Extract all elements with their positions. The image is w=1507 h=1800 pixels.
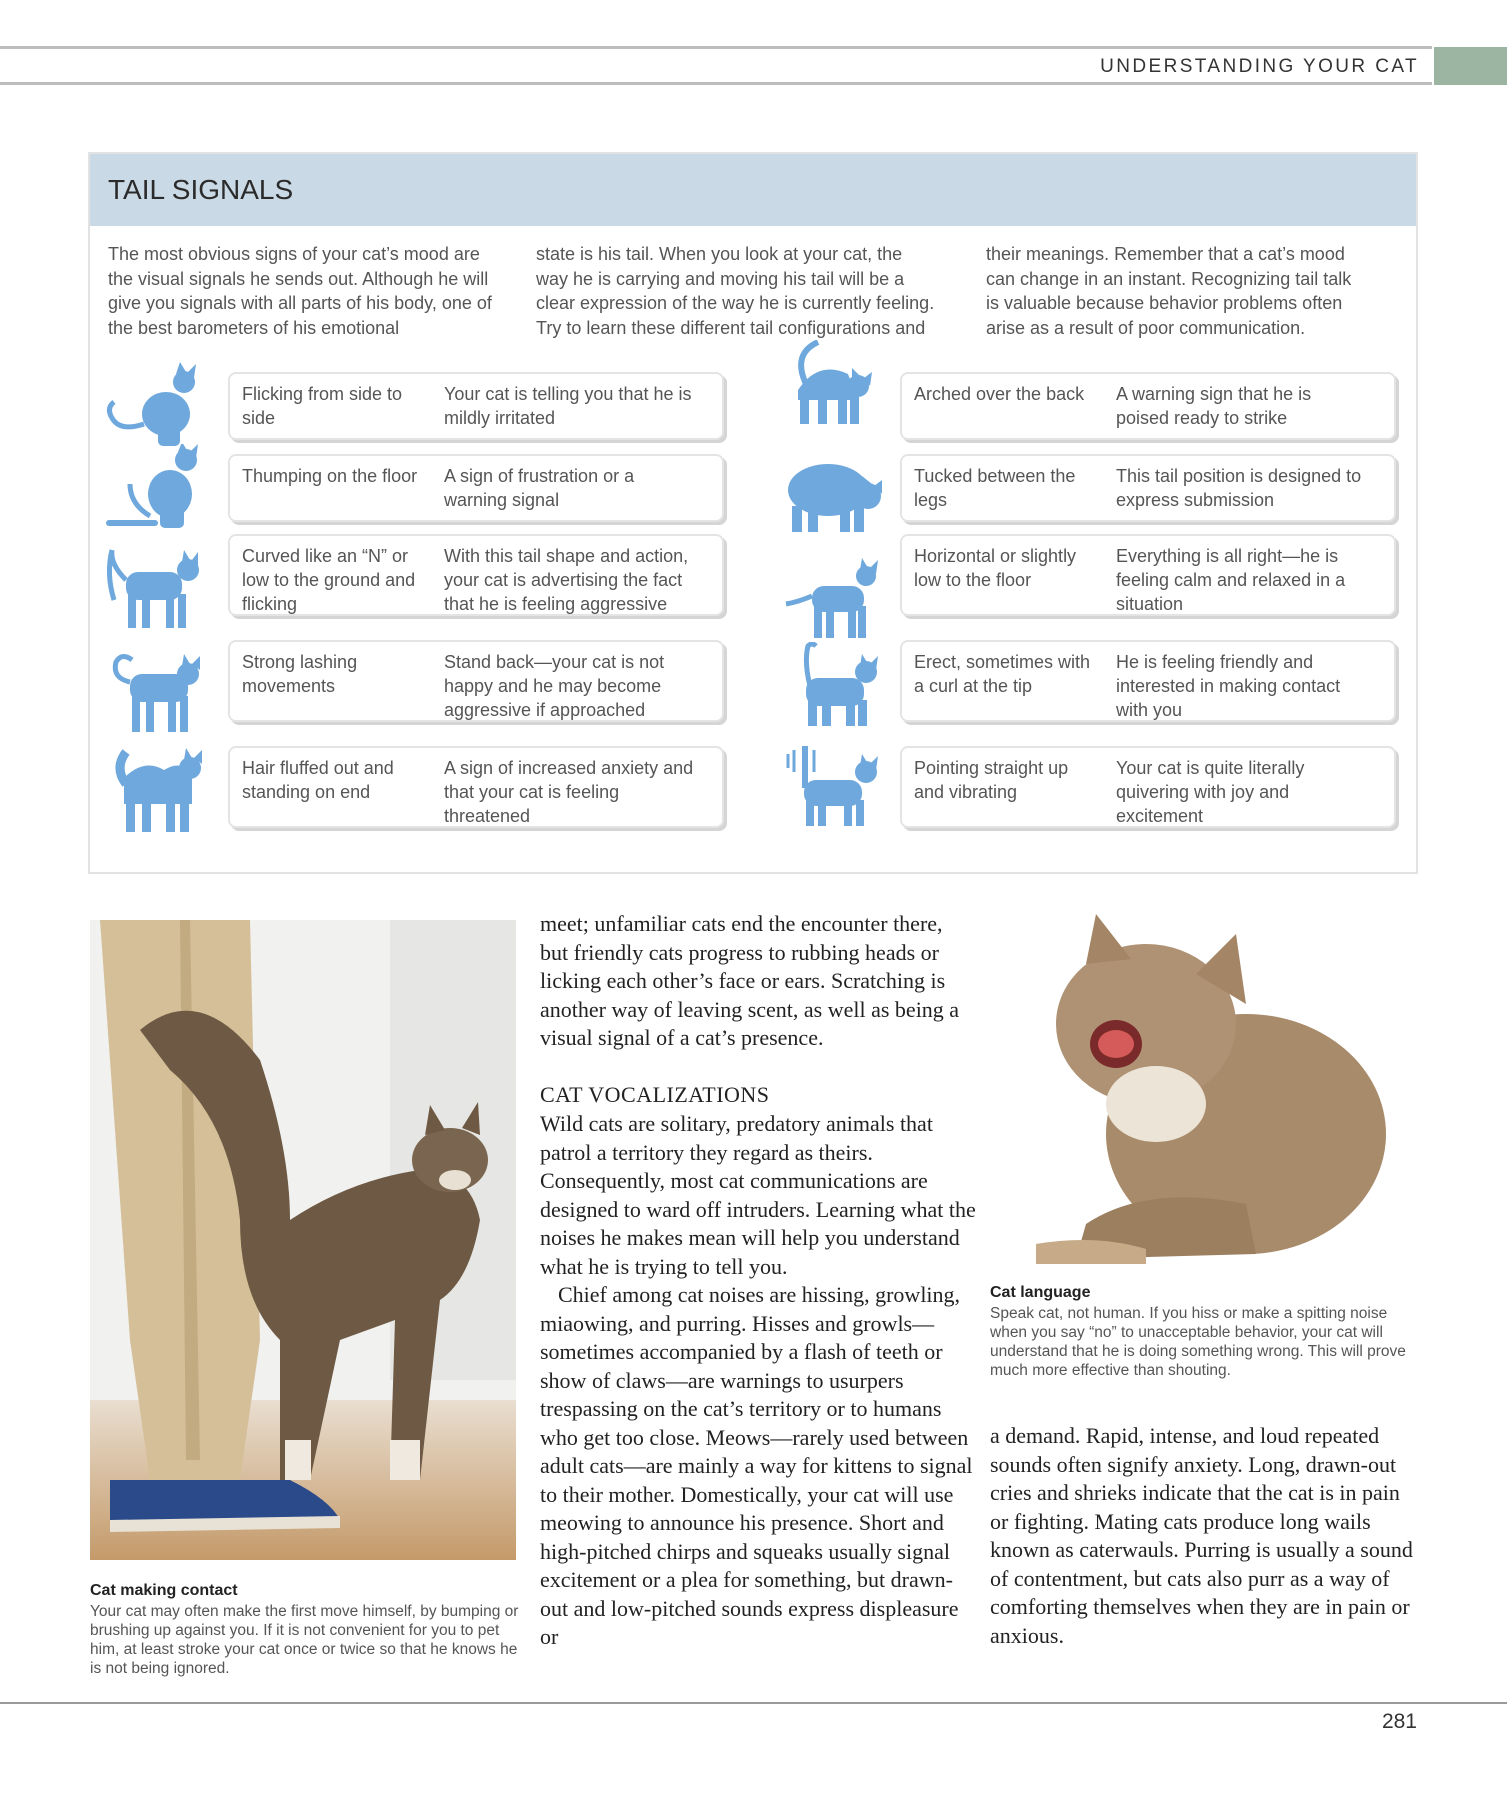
article-col-2: a demand. Rapid, intense, and loud repeated sounds often signify anxiety. Long, drawn-out cries and shrieks indicate that the cat is in pain or fighting. Mating cats produce long wails known as caterwauls. Purring is usually a sound of contentment, but cats also purr as a way of comforting themselves when they are in pain or anxious.	[990, 1423, 1413, 1648]
top-rule	[0, 46, 1432, 49]
cat-flicking-tail-icon	[100, 362, 210, 448]
cat-vibrating-tail-icon	[780, 742, 890, 828]
signal-label: Hair fluffed out and standing on end	[242, 758, 394, 802]
tail-signal-row	[228, 454, 724, 522]
signal-label: Strong lashing movements	[242, 652, 358, 696]
signal-label: Pointing straight up and vibrating	[914, 758, 1069, 802]
section-tab	[1434, 47, 1507, 85]
signal-label: Flicking from side to side	[242, 384, 403, 428]
header-rule	[0, 82, 1432, 85]
caption-title: Cat making contact	[90, 1582, 238, 1599]
cat-lashing-tail-icon	[104, 648, 214, 734]
tail-signal-row	[900, 372, 1396, 440]
signal-meaning: Your cat is telling you that he is mildly irritated	[444, 384, 692, 428]
caption-text: Your cat may often make the first move himself, by bumping or brushing up against you. If it is not convenient for you to pet him, at least stroke your cat once or twice so that he knows he is not being ignored.	[90, 1603, 519, 1677]
signal-meaning: A sign of increased anxiety and that your cat is feeling threatened	[444, 758, 694, 826]
tail-signal-row	[900, 746, 1396, 828]
signal-meaning: This tail position is designed to express submission	[1116, 466, 1362, 510]
page-number: 281	[1381, 1710, 1417, 1733]
cat-thumping-tail-icon	[100, 444, 210, 530]
intro-col-3: their meanings. Remember that a cat’s mood can change in an instant. Recognizing tail talk is valuable because behavior problems often arise as a result of poor communication.	[986, 244, 1352, 338]
signal-meaning: A warning sign that he is poised ready to strike	[1116, 384, 1312, 428]
cat-erect-tail-icon	[784, 642, 894, 728]
tail-signal-row	[900, 454, 1396, 522]
signal-label: Erect, sometimes with a curl at the tip	[914, 652, 1091, 696]
footer-rule	[0, 1702, 1507, 1704]
signal-label: Tucked between the legs	[914, 466, 1076, 510]
cat-arched-tail-icon	[778, 340, 888, 426]
signal-meaning: With this tail shape and action, your cat is advertising the fact that he is feeling aggressive	[444, 546, 689, 614]
signal-meaning: A sign of frustration or a warning signal	[444, 466, 635, 510]
tail-signal-row	[228, 640, 724, 722]
signal-meaning: Everything is all right—he is feeling calm and relaxed in a situation	[1116, 546, 1346, 614]
cat-tucked-tail-icon	[778, 450, 888, 536]
caption-text: Speak cat, not human. If you hiss or make a spitting noise when you say “no” to unacceptable behavior, your cat will understand that he is doing something wrong. This will prove much more effective than shouting.	[990, 1305, 1406, 1379]
caption-title: Cat language	[990, 1284, 1091, 1301]
article-col-1-body: Wild cats are solitary, predatory animals that patrol a territory they regard as theirs. Consequently, most cat communications are designed to ward off intruders. Learning what the noises he makes mean will help you understand what he is trying to tell you. Chief among cat noises are hissing, growling, miaowing, and purring. Hisses and growls—sometimes accompanied by a flash of teeth or show of claws—are warnings to usurpers trespassing on the cat’s territory or to humans who get too close. Meows—rarely used between adult cats—are mainly a way for kittens to signal to their mother. Domestically, your cat will use meowing to announce his presence. Short and high-pitched chirps and squeaks usually signal excitement or a plea for something, but drawn-out and low-pitched sounds express displeasure or	[540, 1111, 976, 1649]
cat-n-curve-tail-icon	[100, 544, 210, 630]
tail-signal-row	[900, 534, 1396, 616]
signal-label: Horizontal or slightly low to the floor	[914, 546, 1077, 590]
tail-signal-row	[228, 534, 724, 616]
article-col-1-intro: meet; unfamiliar cats end the encounter there, but friendly cats progress to rubbing heads or licking each other’s face or ears. Scratching is another way of leaving scent, as well as being a visual signal of a cat’s presence.	[540, 911, 960, 1050]
cat-language-photo	[996, 904, 1416, 1274]
cat-making-contact-photo	[90, 920, 516, 1560]
running-header: UNDERSTANDING YOUR CAT	[1100, 56, 1419, 77]
signal-meaning: Stand back—your cat is not happy and he may become aggressive if approached	[444, 652, 665, 720]
signal-label: Thumping on the floor	[242, 466, 418, 486]
tail-signal-row	[900, 640, 1396, 722]
tail-signal-row	[228, 746, 724, 828]
signal-meaning: Your cat is quite literally quivering with joy and excitement	[1116, 758, 1305, 826]
panel-header	[90, 154, 1416, 226]
panel-title: TAIL SIGNALS	[108, 174, 294, 205]
section-heading: CAT VOCALIZATIONS	[540, 1082, 770, 1107]
signal-meaning: He is feeling friendly and interested in making contact with you	[1116, 652, 1341, 720]
tail-signal-row	[228, 372, 724, 440]
cat-fluffed-tail-icon	[104, 748, 214, 834]
intro-col-1: The most obvious signs of your cat’s mood are the visual signals he sends out. Although he will give you signals with all parts of his body, one of the best barometers of his emotional	[108, 244, 492, 338]
signal-label: Curved like an “N” or low to the ground and flicking	[242, 546, 416, 614]
intro-col-2: state is his tail. When you look at your cat, the way he is carrying and moving his tail will be a clear expression of the way he is currently feeling. Try to learn these different tail configurations and	[536, 244, 935, 338]
signal-label: Arched over the back	[914, 384, 1085, 404]
cat-horizontal-tail-icon	[784, 554, 894, 640]
